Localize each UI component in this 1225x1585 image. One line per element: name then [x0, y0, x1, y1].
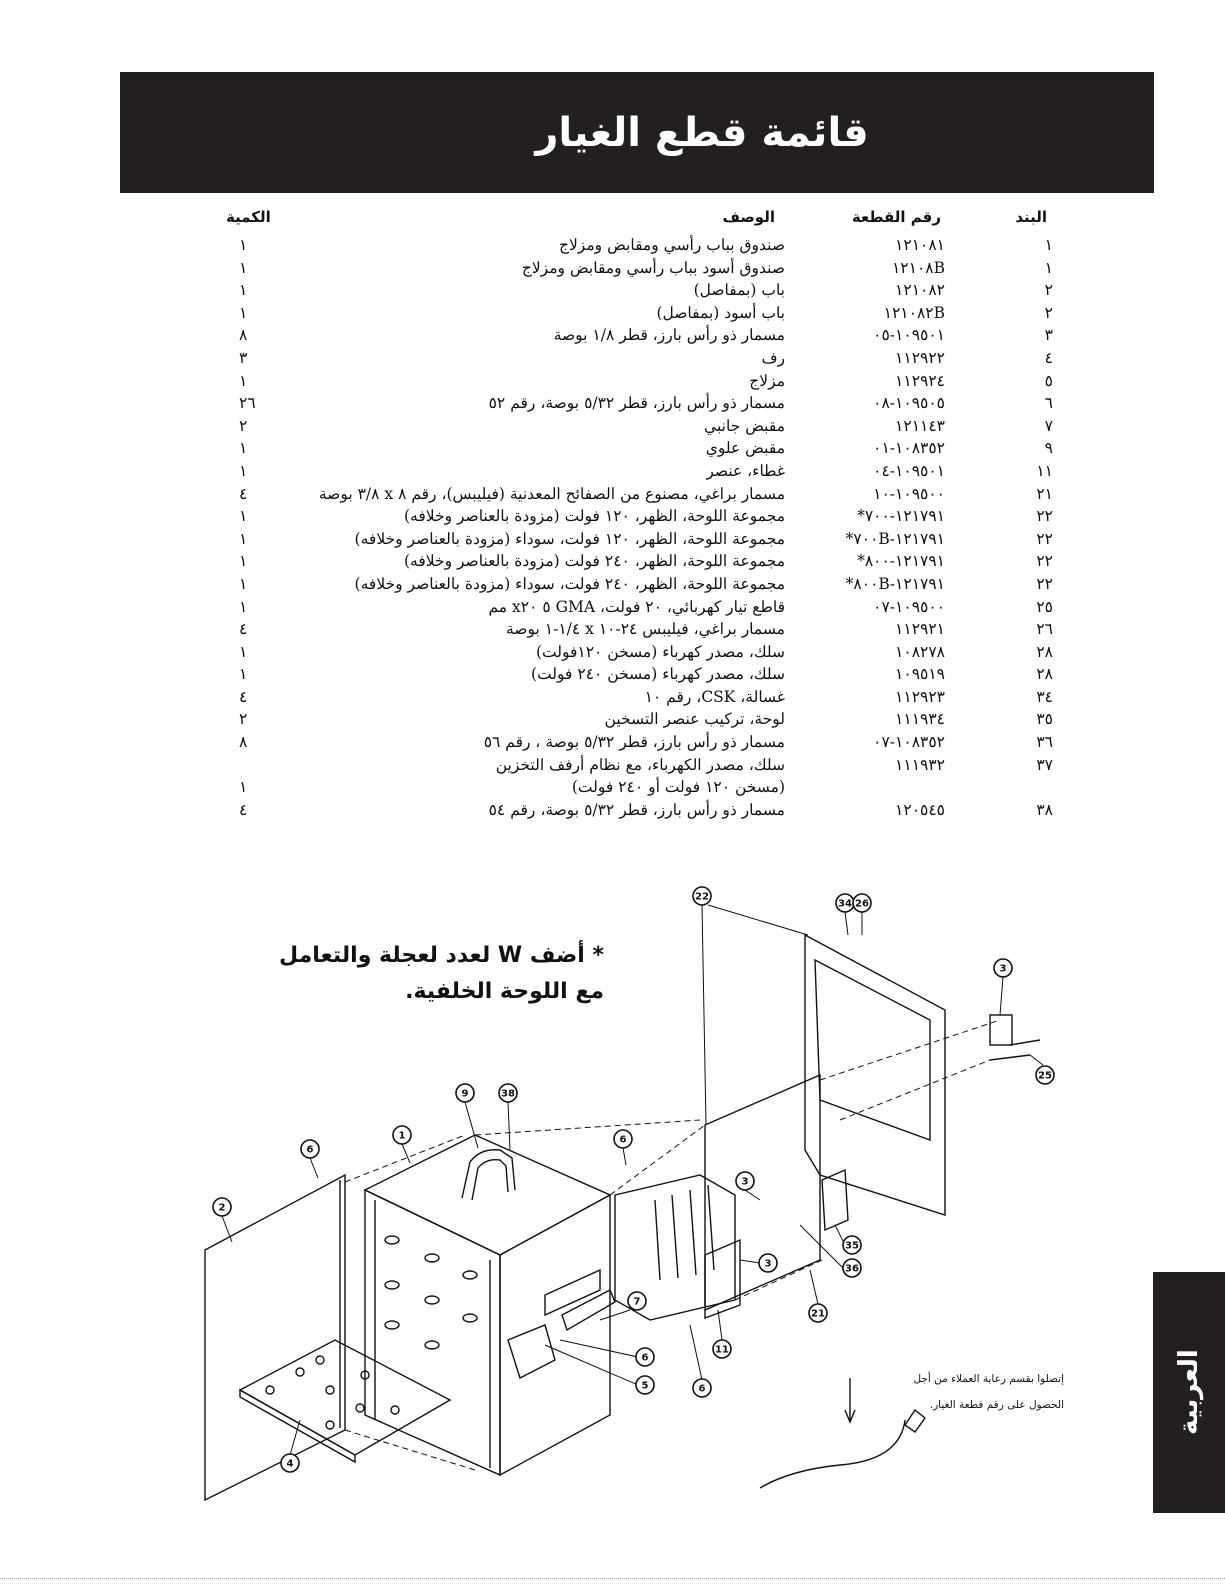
description-cell: مجموعة اللوحة، الظهر، ٢٤٠ فولت، سوداء (مزودة بالعناصر وخلافه): [354, 574, 785, 593]
diagram-callout: [393, 1126, 411, 1144]
back-panel-drawing: [705, 1075, 820, 1310]
quantity-cell: ١: [239, 574, 248, 593]
power-cord-drawing: [760, 1420, 905, 1488]
bottom-rule: [0, 1578, 1225, 1579]
note-line-1: * أضف W لعدد لعجلة والتعامل: [278, 943, 604, 968]
description-cell: سلك، مصدر كهرباء (مسخن ١٢٠فولت): [535, 642, 785, 661]
diagram-callout: [994, 959, 1012, 977]
quantity-cell: ٤: [239, 484, 248, 503]
customer-service-note-line-2: الحصول على رقم قطعة الغيار.: [929, 1399, 1064, 1411]
cabinet-top-drawing: [365, 1135, 610, 1255]
item-number-cell: ٣٨: [1036, 800, 1053, 819]
diagram-callout: [301, 1140, 319, 1158]
part-number-cell: ١٠٨٣٥٢-٠١: [873, 439, 945, 458]
diagram-callout-label: 26: [855, 898, 869, 910]
quantity-cell: ٤: [239, 687, 248, 706]
diagram-callout-label: 7: [633, 1296, 641, 1308]
description-cell: مقبض جانبي: [704, 416, 785, 435]
item-number-cell: ٢٢: [1036, 507, 1053, 526]
diagram-callout: [853, 894, 871, 912]
diagram-callout-label: 38: [501, 1088, 515, 1100]
note-line-2: مع اللوحة الخلفية.: [405, 979, 604, 1004]
diagram-callout-label: 1: [398, 1130, 406, 1142]
item-number-cell: ٧: [1044, 416, 1053, 435]
description-cell: باب أسود (بمفاصل): [656, 303, 785, 322]
part-number-cell: ١٢١٧٩١-٧٠٠B*: [845, 529, 945, 548]
language-tab: [1153, 1272, 1225, 1513]
description-cell: (مسخن ١٢٠ فولت أو ٢٤٠ فولت): [571, 778, 785, 797]
description-cell: مقبض علوي: [705, 439, 785, 458]
item-number-cell: ٣٥: [1036, 710, 1053, 729]
door-window-drawing: [815, 960, 930, 1140]
quantity-cell: ١: [239, 507, 248, 526]
item-number-cell: ١: [1044, 236, 1053, 254]
item-number-cell: ٢٦: [1036, 620, 1053, 639]
diagram-callout: [1036, 1066, 1054, 1084]
quantity-cell: ١: [239, 303, 248, 322]
description-cell: باب (بمفاصل): [693, 281, 785, 300]
item-number-cell: ٢٢: [1036, 552, 1053, 571]
part-number-cell: ١٠٩٥١٩: [895, 665, 945, 684]
part-number-cell: ١٠٩٥٠١-٠٤: [873, 461, 945, 480]
quantity-cell: ١: [239, 236, 248, 254]
description-cell: مجموعة اللوحة، الظهر، ١٢٠ فولت، سوداء (مزودة بالعناصر وخلافه): [354, 529, 785, 548]
customer-service-note-line-1: إتصلوا بقسم رعاية العملاء من أجل: [913, 1373, 1064, 1385]
quantity-cell: ١: [239, 461, 248, 480]
description-cell: مسمار براغي، مصنوع من الصفائح المعدنية (فيليبس)، رقم ٨ x ٣/٨ بوصة: [318, 484, 785, 503]
diagram-callout: [713, 1340, 731, 1358]
quantity-cell: ١: [239, 371, 248, 390]
diagram-callout: [456, 1084, 474, 1102]
description-cell: قاطع تيار كهربائي، ٢٠ فولت، GMA ٥ x٢٠ مم: [488, 597, 785, 616]
description-cell: مسمار براغي، فيليبس ٢٤-١٠ x ١/٤-١ بوصة: [506, 620, 785, 639]
diagram-callout-label: 11: [715, 1344, 729, 1356]
description-cell: سلك، مصدر كهرباء (مسخن ٢٤٠ فولت): [531, 665, 785, 684]
quantity-cell: ٨: [239, 733, 248, 752]
diagram-callout: [836, 894, 854, 912]
diagram-callout-label: 6: [641, 1352, 649, 1364]
cabinet-side-drawing: [365, 1190, 500, 1475]
diagram-callout-label: 4: [286, 1458, 294, 1470]
part-number-cell: ١١١٩٣٤: [895, 710, 945, 729]
description-cell: صندوق أسود بباب رأسي ومقابض ومزلاج: [521, 258, 785, 277]
diagram-callout: [843, 1236, 861, 1254]
side-handle-drawing: [562, 1290, 615, 1330]
column-header-item: البند: [1015, 208, 1047, 226]
item-number-cell: ١: [1044, 258, 1053, 277]
item-number-cell: ٣٧: [1036, 755, 1053, 774]
description-cell: سلك، مصدر الكهرباء، مع نظام أرفف التخزين: [495, 755, 785, 774]
item-number-cell: ٢٨: [1036, 665, 1053, 684]
description-cell: مجموعة اللوحة، الظهر، ٢٤٠ فولت (مزودة بالعناصر وخلافه): [403, 552, 785, 571]
quantity-cell: ٢٦: [239, 394, 256, 413]
part-number-cell: ١٢١٠٨٢: [895, 281, 945, 300]
diagram-callout-label: 35: [845, 1240, 859, 1252]
quantity-cell: ٨: [239, 326, 248, 345]
part-number-cell: ١١٢٩٢٤: [895, 371, 945, 390]
quantity-cell: ٤: [239, 620, 248, 639]
description-cell: غسالة، CSK، رقم ١٠: [644, 687, 785, 706]
item-number-cell: ٥: [1044, 371, 1053, 390]
quantity-cell: ١: [239, 529, 248, 548]
quantity-cell: ١: [239, 778, 248, 797]
description-cell: مجموعة اللوحة، الظهر، ١٢٠ فولت (مزودة بالعناصر وخلافه): [403, 507, 785, 526]
diagram-callout: [628, 1292, 646, 1310]
quantity-cell: ١: [239, 281, 248, 300]
diagram-callout-label: 6: [698, 1383, 706, 1395]
language-tab-label: العربية: [1174, 1349, 1204, 1435]
part-number-cell: ١٢١١٤٣: [895, 416, 945, 435]
part-number-cell: ١٢١٠٨B: [891, 258, 945, 277]
latch-drawing: [508, 1325, 555, 1378]
item-number-cell: ٣: [1044, 326, 1053, 345]
item-number-cell: ٣٦: [1036, 733, 1053, 752]
description-cell: مسمار ذو رأس بارز، قطر ١/٨ بوصة: [553, 326, 785, 345]
part-number-cell: ١٢٠٥٤٥: [895, 800, 945, 819]
diagram-callout: [843, 1259, 861, 1277]
part-number-cell: ١٢١٧٩١-٨٠٠*: [857, 552, 945, 571]
item-number-cell: ٢٥: [1036, 597, 1053, 616]
part-number-cell: ١٠٩٥٠١-٠٥: [873, 326, 945, 345]
diagram-callout: [693, 1379, 711, 1397]
diagram-callout-label: 22: [695, 891, 709, 903]
description-cell: مسمار ذو رأس بارز، قطر ٥/٣٢ بوصة، رقم ٥٤: [488, 800, 785, 819]
description-cell: مزلاج: [749, 371, 785, 390]
part-number-cell: ١٢١٠٨٢B: [883, 303, 945, 322]
diagram-callout-label: 3: [764, 1258, 772, 1270]
quantity-cell: ١: [239, 642, 248, 661]
quantity-cell: ٢: [239, 710, 248, 729]
diagram-callout: [499, 1084, 517, 1102]
quantity-cell: ١: [239, 665, 248, 684]
item-number-cell: ٢: [1044, 303, 1053, 322]
part-number-cell: ١١١٩٣٢: [895, 755, 945, 774]
diagram-callout-label: 3: [741, 1176, 749, 1188]
side-panel-drawing: [205, 1175, 345, 1500]
quantity-cell: ١: [239, 552, 248, 571]
diagram-callout-label: 2: [218, 1202, 226, 1214]
diagram-callout-label: 3: [999, 963, 1007, 975]
diagram-callout: [736, 1172, 754, 1190]
description-cell: رف: [761, 348, 785, 367]
part-number-cell: ١١٢٩٢٣: [895, 687, 945, 706]
diagram-callout-label: 34: [838, 898, 852, 910]
item-number-cell: ٢٢: [1036, 574, 1053, 593]
page-title: قائمة قطع الغيار: [535, 109, 869, 156]
quantity-cell: ٣: [239, 348, 248, 367]
item-number-cell: ٦: [1044, 394, 1053, 413]
diagram-callout-label: 9: [461, 1088, 469, 1100]
item-number-cell: ٢١: [1036, 484, 1053, 503]
item-number-cell: ٣٤: [1036, 687, 1053, 706]
part-number-cell: ١١٢٩٢١: [895, 620, 945, 639]
part-number-cell: ١٢١٠٨١: [895, 236, 945, 254]
description-cell: مسمار ذو رأس بارز، قطر ٥/٣٢ بوصة ، رقم ٥٦: [483, 733, 785, 752]
column-header-part: رقم القطعة: [851, 208, 941, 226]
part-number-cell: ١٠٩٥٠٠-٠٧: [873, 597, 945, 616]
quantity-cell: ١: [239, 258, 248, 277]
diagram-callout-label: 6: [619, 1134, 627, 1146]
part-number-cell: ١٠٨٣٥٢-٠٧: [873, 733, 945, 752]
item-number-cell: ٢: [1044, 281, 1053, 300]
quantity-cell: ٤: [239, 800, 248, 819]
column-header-description: الوصف: [722, 208, 775, 226]
diagram-callout: [693, 887, 711, 905]
diagram-callout: [636, 1348, 654, 1366]
quantity-cell: ١: [239, 597, 248, 616]
part-number-cell: ١٠٩٥٠٥-٠٨: [873, 394, 945, 413]
part-number-cell: ١٠٩٥٠٠-١٠: [873, 484, 945, 503]
part-number-cell: ١٢١٧٩١-٧٠٠*: [857, 507, 945, 526]
diagram-callout-label: 21: [811, 1308, 825, 1320]
diagram-callout-label: 5: [641, 1380, 649, 1392]
cabinet-front-drawing: [500, 1195, 610, 1475]
item-number-cell: ٩: [1044, 439, 1053, 458]
diagram-callout: [759, 1254, 777, 1272]
diagram-callout-label: 25: [1038, 1070, 1052, 1082]
quantity-cell: ١: [239, 439, 248, 458]
item-number-cell: ١١: [1036, 461, 1053, 480]
item-number-cell: ٢٨: [1036, 642, 1053, 661]
diagram-callout: [809, 1304, 827, 1322]
description-cell: غطاء، عنصر: [706, 461, 785, 480]
diagram-callout-label: 36: [845, 1263, 859, 1275]
door-frame-drawing: [805, 935, 945, 1215]
part-number-cell: ١٢١٧٩١-٨٠٠B*: [845, 574, 945, 593]
diagram-callout-label: 6: [306, 1144, 314, 1156]
diagram-callout: [281, 1454, 299, 1472]
part-number-cell: ١٠٨٢٧٨: [895, 642, 945, 661]
diagram-callout: [213, 1198, 231, 1216]
diagram-callout: [614, 1130, 632, 1148]
quantity-cell: ٢: [239, 416, 248, 435]
item-number-cell: ٤: [1044, 348, 1053, 367]
item-number-cell: ٢٢: [1036, 529, 1053, 548]
part-number-cell: ١١٢٩٢٢: [895, 348, 945, 367]
description-cell: صندوق بباب رأسي ومقابض ومزلاج: [558, 236, 785, 254]
column-header-quantity: الكمية: [226, 208, 271, 226]
diagram-callout: [636, 1376, 654, 1394]
description-cell: لوحة، تركيب عنصر التسخين: [604, 710, 785, 729]
description-cell: مسمار ذو رأس بارز، قطر ٥/٣٢ بوصة، رقم ٥٢: [488, 394, 785, 413]
